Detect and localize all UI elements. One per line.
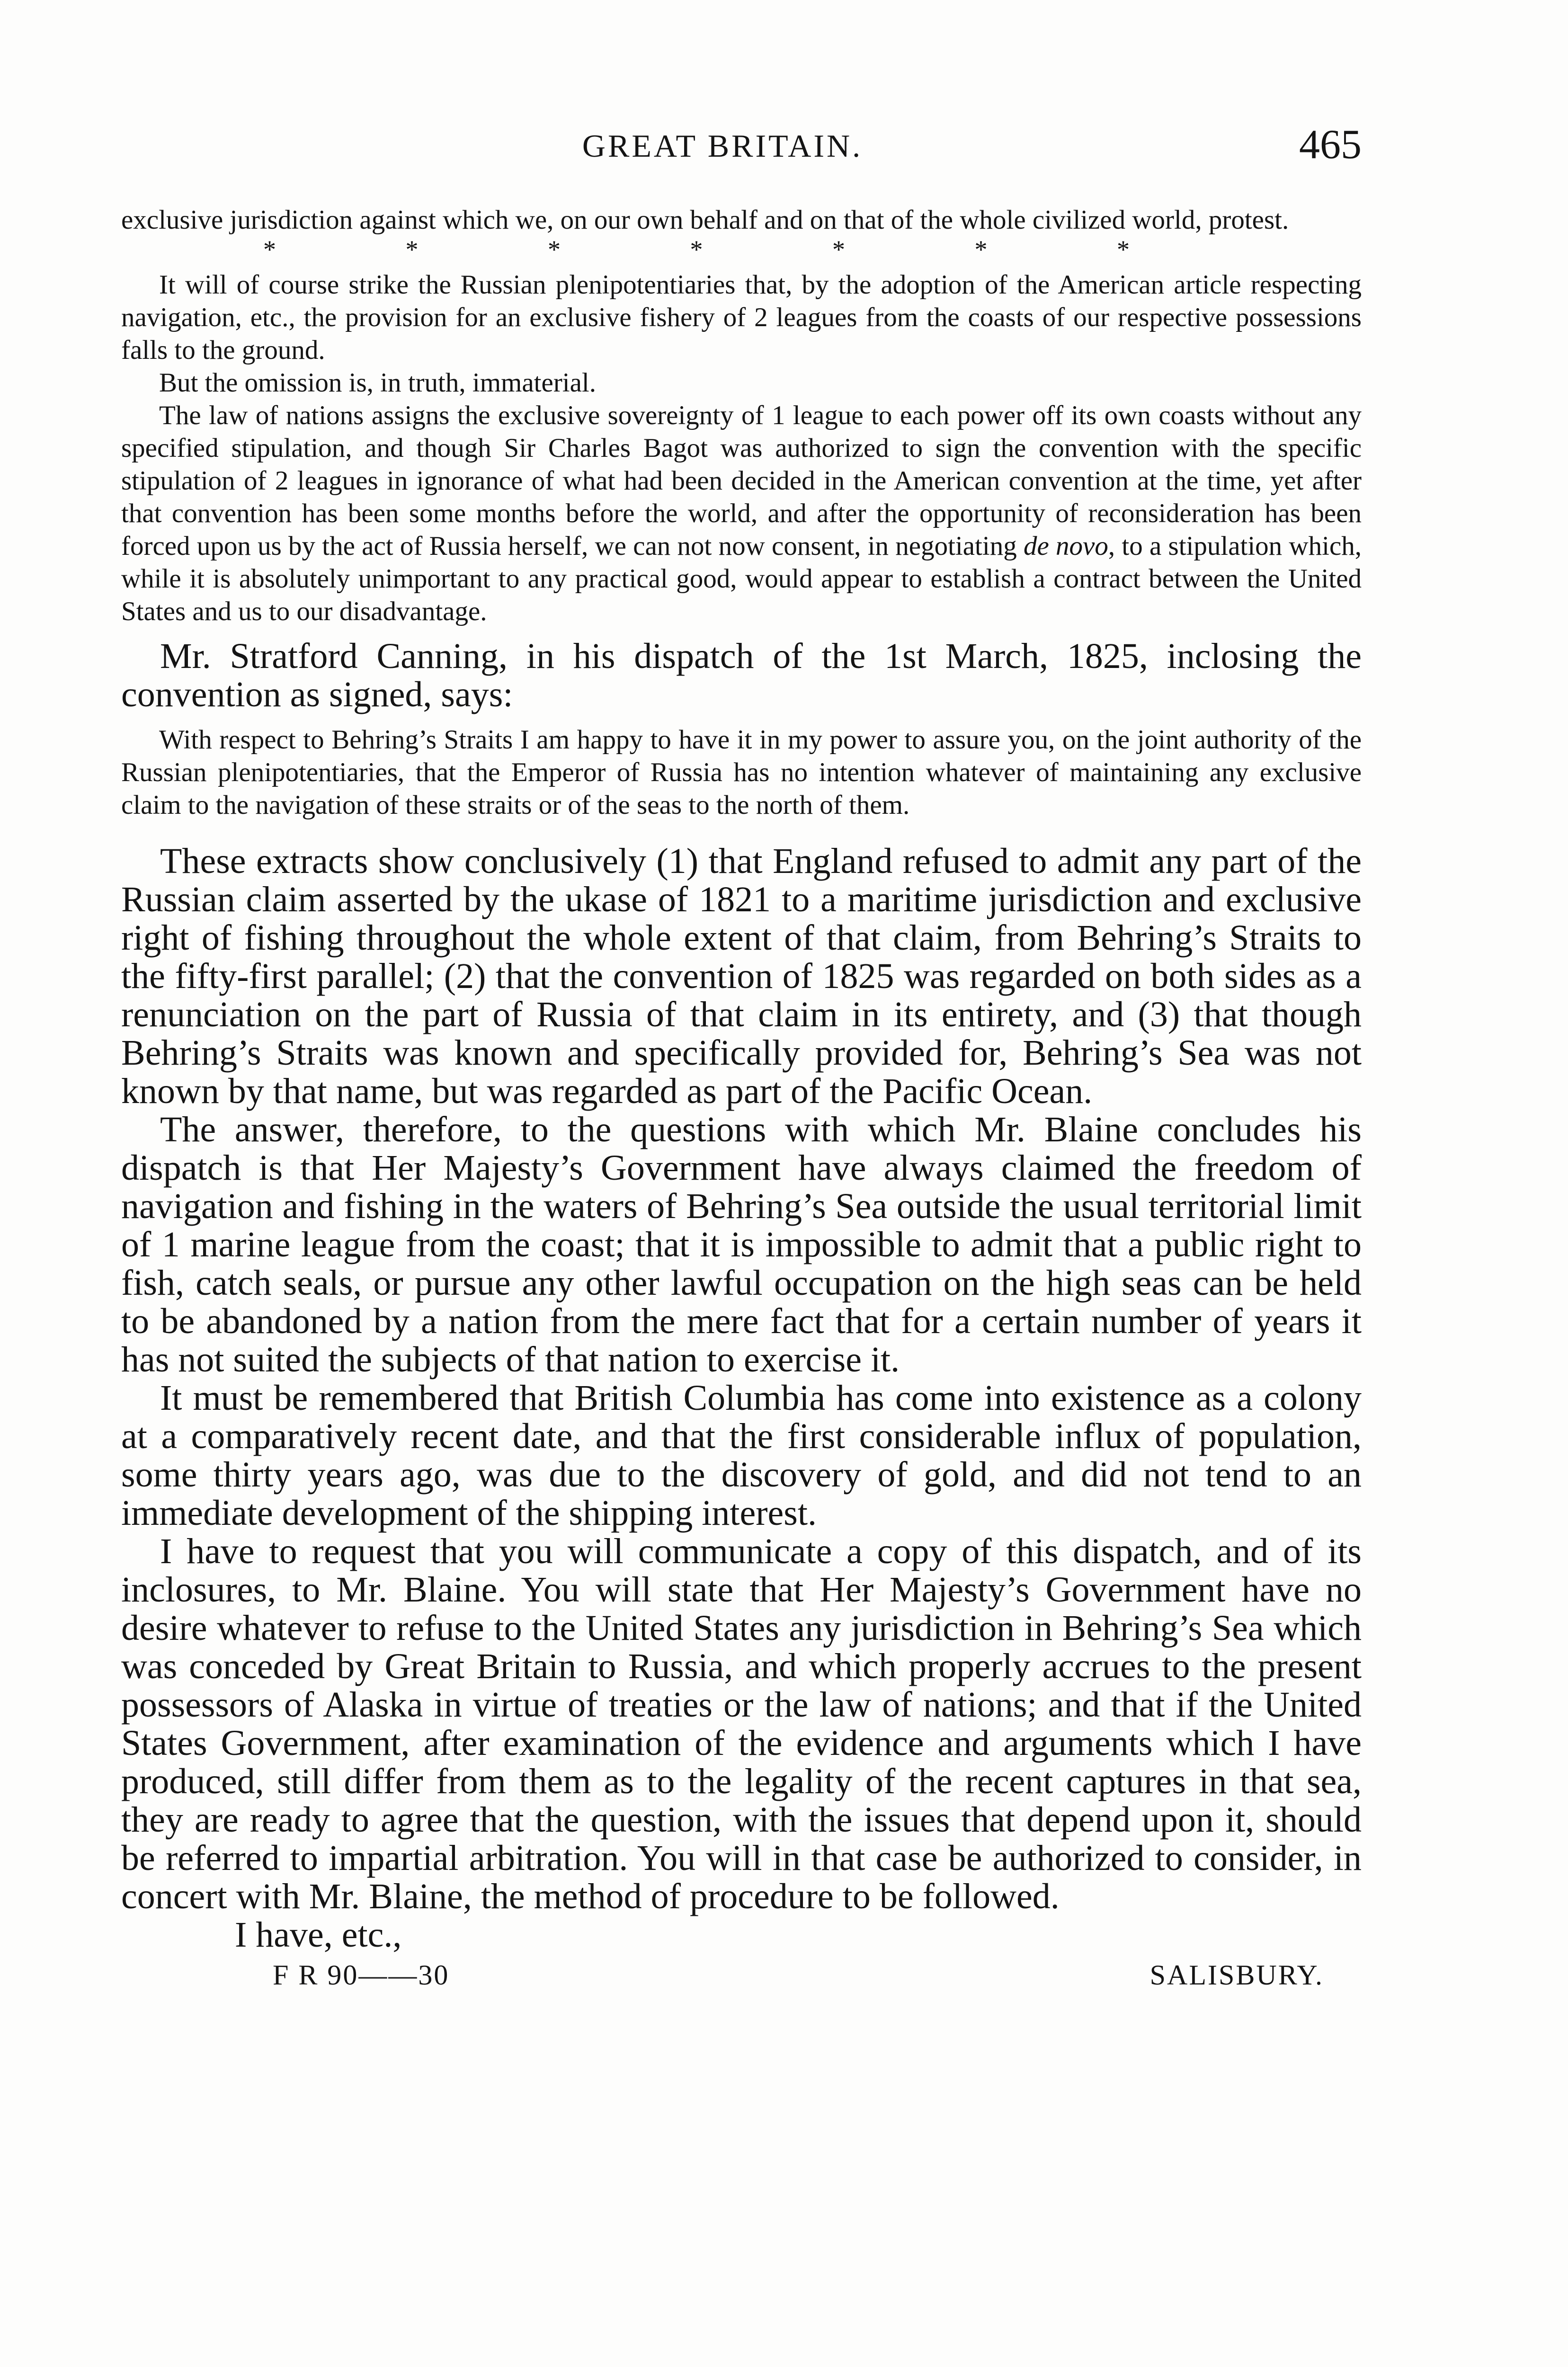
running-title: GREAT BRITAIN. xyxy=(582,128,863,164)
behring-straits-quote: With respect to Behring’s Straits I am happy to have it in my power to assure you, on the joint authority of the Russian plenipotentiaries, that the Emperor of Russia has no intention whatever of maintaining any exclusive claim to the navigation of these straits or of the seas to the north of them. xyxy=(121,725,1362,820)
quoted-paragraph-law-of-nations xyxy=(121,399,1362,628)
closing-line: I have, etc., xyxy=(235,1915,402,1955)
law-of-nations-text-start: The law of nations assigns the exclusive sovereignty of 1 league to each power off its own coasts without any specified stipulation, and though Sir Charles Bagot was authorized to sign the convention with the specific stipulation of 2 leagues in ignorance of what had been decided in the American convention at the time, yet after that convention has been some months before the world, and after the opportunity of reconsideration has been forced upon us by the act of Russia herself, we can not now consent, in negotiating xyxy=(121,400,1362,561)
canning-dispatch-paragraph: Mr. Stratford Canning, in his dispatch of the 1st March, 1825, inclosing the convention as signed, says: xyxy=(121,636,1362,714)
law-of-nations-text-end: , to a stipulation which, while it is absolutely unimportant to any practical good, would appear to establish a contract between the United States and us to our disadvantage. xyxy=(121,531,1362,626)
footer-row xyxy=(121,1954,1362,1997)
body-paragraph-answer: The answer, therefore, to the questions with which Mr. Blaine concludes his dispatch is that Her Majesty’s Government have always claimed the freedom of navigation and fishing in the waters of Behring’s Sea outside the usual territorial limit of 1 marine league from the coast; that it is impossible to admit that a public right to fish, catch seals, or pursue any other lawful occupation on the high seas can be held to be abandoned by a nation from the mere fact that for a certain number of years it has not suited the subjects of that nation to exercise it. xyxy=(121,1110,1362,1379)
printer-signature-mark: F R 90——30 xyxy=(273,1959,450,1991)
body-paragraph-request: I have to request that you will communicate a copy of this dispatch, and of its inclosures, to Mr. Blaine. You will state that Her Majesty’s Government have no desire whatever to refuse to the United States any jurisdiction in Behring’s Sea which was conceded by Great Britain to Russia, and which properly accrues to the present possessors of Alaska in virtue of treaties or the law of nations; and that if the United States Government, after examination of the evidence and arguments which I have produced, still differ from them as to the legality of the recent captures in that sea, they are ready to agree that the question, with the issues that depend upon it, should be referred to impartial arbitration. You will in that case be authorized to consider, in concert with Mr. Blaine, the method of procedure to be followed. xyxy=(121,1531,1362,1916)
page-number: 465 xyxy=(1299,122,1362,168)
page-body xyxy=(121,204,1362,1997)
quoted-paragraph-continuation: exclusive jurisdiction against which we, on our own behalf and on that of the whole civilized world, protest. xyxy=(121,205,1289,235)
ellipsis-stars: * * * * * * * xyxy=(263,235,1130,264)
quoted-paragraph-omission: But the omission is, in truth, immaterial. xyxy=(159,368,597,398)
body-paragraph-british-columbia: It must be remembered that British Columbia has come into existence as a colony at a comparatively recent date, and that the first considerable influx of population, some thirty years ago, was due to the discovery of gold, and did not tend to an immediate development of the shipping interest. xyxy=(121,1378,1362,1533)
body-paragraph-extracts: These extracts show conclusively (1) that England refused to admit any part of the Russian claim asserted by the ukase of 1821 to a maritime jurisdiction and exclusive right of fishing throughout the whole extent of that claim, from Behring’s Straits to the fifty-first parallel; (2) that the convention of 1825 was regarded on both sides as a renunciation on the part of Russia of that claim in its entirety, and (3) that though Behring’s Straits was known and specifically provided for, Behring’s Sea was not known by that name, but was regarded as part of the Pacific Ocean. xyxy=(121,841,1362,1111)
page-header xyxy=(121,121,1362,173)
quoted-paragraph-navigation: It will of course strike the Russian plenipotentiaries that, by the adoption of the American article respecting navigation, etc., the provision for an exclusive fishery of 2 leagues from the coasts of our respective possessions falls to the ground. xyxy=(121,270,1362,365)
latin-phrase: de novo xyxy=(1024,531,1108,561)
signer-name: SALISBURY. xyxy=(1149,1959,1324,1991)
